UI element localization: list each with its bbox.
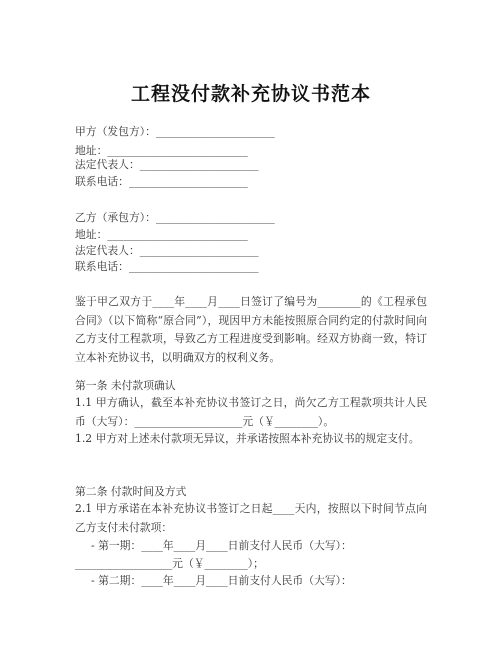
payment-phase-1-line-1: - 第一期：____年____月____日前支付人民币（大写）： (91, 539, 352, 552)
party-b-address: 地址：__________________________ (75, 228, 248, 241)
party-a-heading: 甲方（发包方）：______________________ (75, 125, 275, 138)
article-2-clause-1: 2.1 甲方承诺在本补充协议书签订之日起____天内，按照以下时间节点向乙方支付未付款项： (75, 502, 427, 534)
payment-phase-2-line-1: - 第二期：____年____月____日前支付人民币（大写）： (91, 574, 352, 587)
preamble-paragraph: 鉴于甲乙双方于____年____月____日签订了编号为________的《工程承包合同》（以下简称“原合同”），现因甲方未能按照原合同约定的付款时间向乙方支付工程款项，导致乙方工程进度受到影响。经双方协商一致，特订立本补充协议书，以明确双方的权利义务。 (75, 295, 427, 364)
party-b-legal-rep: 法定代表人：______________________ (75, 244, 259, 257)
document-title: 工程没付款补充协议书范本 (130, 83, 371, 105)
article-1-heading: 第一条 未付款项确认 (75, 379, 176, 392)
article-2-heading: 第二条 付款时间及方式 (75, 485, 187, 498)
payment-phase-1-line-2: __________________元（￥________）； (75, 557, 264, 570)
article-1-clause-2: 1.2 甲方对上述未付款项无异议，并承诺按照本补充协议书的规定支付。 (75, 432, 420, 445)
party-a-address: 地址：__________________________ (75, 144, 248, 157)
party-b-phone: 联系电话：________________________ (75, 260, 259, 273)
party-b-heading: 乙方（承包方）：______________________ (75, 211, 275, 224)
party-a-phone: 联系电话：______________________ (75, 175, 248, 188)
article-1-clause-1: 1.1 甲方确认，截至本补充协议书签订之日，尚欠乙方工程款项共计人民币（大写）：____________________元（￥________）。 (75, 396, 427, 428)
party-a-legal-rep: 法定代表人：______________________ (75, 158, 259, 171)
